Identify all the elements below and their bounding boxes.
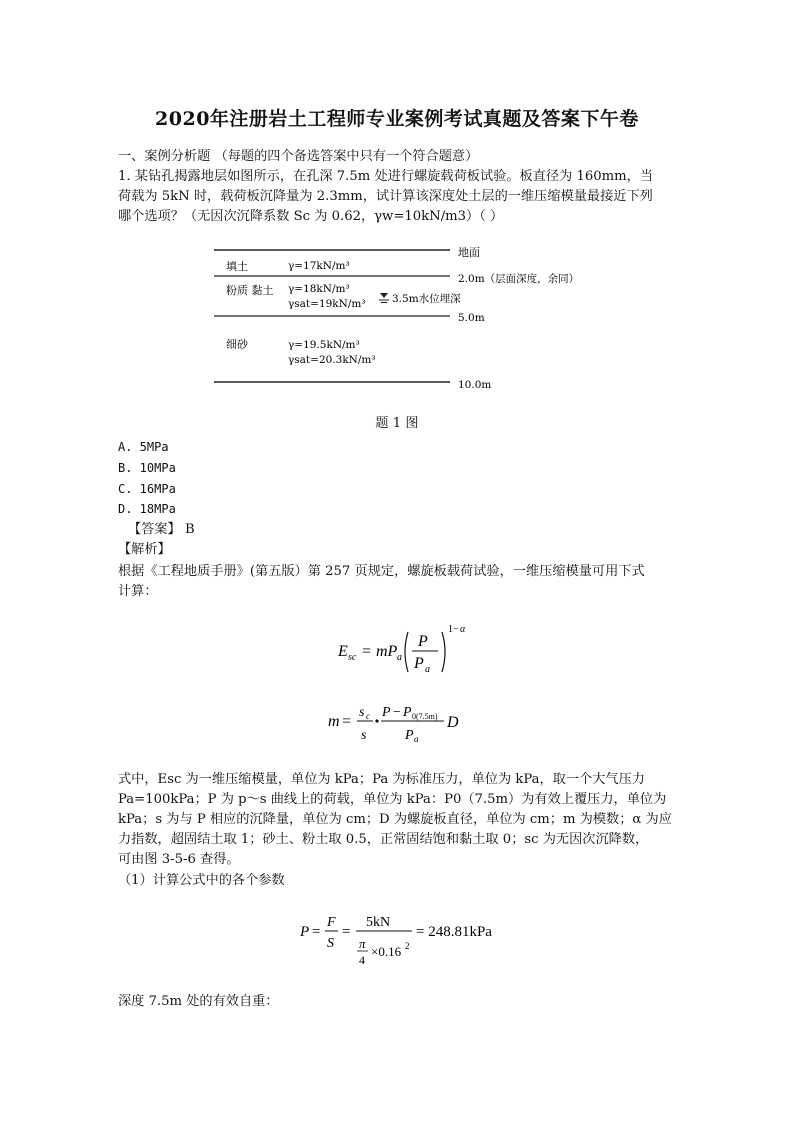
svg-text:−: − bbox=[393, 705, 401, 720]
svg-text:s: s bbox=[359, 705, 365, 720]
svg-text:4: 4 bbox=[359, 953, 365, 967]
analysis-line-2: 计算： bbox=[118, 584, 158, 599]
water-table-icon bbox=[379, 293, 389, 303]
svg-text:P: P bbox=[403, 705, 412, 720]
final-line: 深度 7.5m 处的有效自重： bbox=[118, 994, 279, 1009]
svg-text:=: = bbox=[342, 713, 352, 730]
analysis-heading: 【解析】 bbox=[118, 542, 171, 557]
formula-p bbox=[298, 906, 508, 972]
svg-text:D: D bbox=[447, 714, 459, 731]
svg-text:P: P bbox=[405, 728, 414, 743]
svg-text:a: a bbox=[425, 664, 430, 675]
svg-text:E: E bbox=[338, 643, 348, 660]
svg-text:a: a bbox=[414, 734, 419, 744]
svg-text:×0.16: ×0.16 bbox=[371, 944, 402, 959]
svg-text:P: P bbox=[300, 924, 310, 940]
question-line-2: 荷载为 5kN 时，载荷板沉降量为 2.3mm，试计算该深度处土层的一维压缩模量最接近下列 bbox=[118, 189, 653, 204]
option-c: C. 16MPa bbox=[118, 482, 176, 496]
explain-line-4: 力指数，超固结土取 1；砂土、粉土取 0.5，正常固结饱和黏土取 0；sc 为无因次沉降数， bbox=[118, 832, 649, 847]
layer1-name: 填土 bbox=[226, 260, 248, 273]
svg-text:P: P bbox=[414, 655, 424, 672]
question-line-1: 1. 某钻孔揭露地层如图所示，在孔深 7.5m 处进行螺旋载荷板试验。板直径为 160mm，当 bbox=[118, 169, 654, 184]
svg-text:sc: sc bbox=[348, 652, 357, 663]
svg-text:m: m bbox=[328, 713, 340, 730]
layer3-gamma: γ=19.5kN/m³ bbox=[288, 339, 360, 351]
svg-text:1−: 1− bbox=[448, 624, 459, 635]
svg-text:π: π bbox=[359, 936, 366, 951]
stratigraphy-figure bbox=[210, 242, 590, 392]
layer1-gamma: γ=17kN/m³ bbox=[288, 260, 350, 272]
formula-m bbox=[326, 696, 476, 754]
svg-text:a: a bbox=[397, 652, 402, 663]
option-d: D. 18MPa bbox=[118, 502, 176, 516]
section-heading: 一、案例分析题 （每题的四个备选答案中只有一个符合题意） bbox=[118, 149, 479, 164]
question-line-3: 哪个选项？（无因次沉降系数 Sc 为 0.62，γw=10kN/m3）（ ） bbox=[118, 209, 504, 224]
svg-text:F: F bbox=[327, 915, 336, 930]
svg-text:mP: mP bbox=[376, 643, 398, 660]
depth-5m-label: 5.0m bbox=[458, 312, 485, 324]
layer2-name: 粉质 黏土 bbox=[226, 284, 274, 297]
option-b: B. 10MPa bbox=[118, 461, 176, 475]
explain-line-2: Pa=100kPa；P 为 p～s 曲线上的荷载，单位为 kPa：P0（7.5m）为有效上覆压力，单位为 bbox=[118, 792, 667, 807]
explain-line-1: 式中，Esc 为一维压缩模量，单位为 kPa；Pa 为标准压力，单位为 kPa，取一个大气压力 bbox=[118, 772, 645, 787]
water-table-label: 3.5m水位埋深 bbox=[392, 293, 461, 305]
option-a: A. 5MPa bbox=[118, 440, 169, 454]
surface-label: 地面 bbox=[458, 246, 480, 259]
svg-text:P: P bbox=[418, 633, 428, 650]
layer2-gamma: γ=18kN/m³ bbox=[288, 283, 350, 295]
svg-text:s: s bbox=[361, 728, 367, 743]
formula-esc bbox=[336, 618, 476, 680]
page-title: 2020年注册岩土工程师专业案例考试真题及答案下午卷 bbox=[155, 108, 639, 130]
svg-text:=: = bbox=[362, 643, 372, 660]
svg-text:=: = bbox=[312, 924, 321, 940]
figure-caption: 题 1 图 bbox=[375, 416, 419, 431]
analysis-line-1: 根据《工程地质手册》(第五版）第 257 页规定，螺旋板载荷试验，一维压缩模量可用下式 bbox=[118, 564, 645, 579]
layer3-name: 细砂 bbox=[226, 338, 248, 351]
depth-2m-label: 2.0m（层面深度，余同） bbox=[458, 273, 580, 285]
explain-line-5: 可由图 3-5-6 查得。 bbox=[118, 852, 240, 867]
svg-text:S: S bbox=[327, 936, 334, 951]
svg-text:2: 2 bbox=[405, 941, 410, 951]
svg-text:0(7.5m): 0(7.5m) bbox=[412, 712, 438, 721]
svg-text:α: α bbox=[460, 624, 466, 635]
explain-line-3: kPa；s 为与 P 相应的沉降量，单位为 cm；D 为螺旋板直径，单位为 cm；m 为模数；α 为应 bbox=[118, 812, 672, 827]
step1-heading: （1）计算公式中的各个参数 bbox=[118, 873, 285, 888]
layer3-gamma-sat: γsat=20.3kN/m³ bbox=[288, 354, 376, 366]
svg-text:=: = bbox=[342, 924, 351, 940]
depth-10m-label: 10.0m bbox=[458, 379, 492, 391]
layer2-gamma-sat: γsat=19kN/m³ bbox=[288, 298, 366, 310]
svg-text:5kN: 5kN bbox=[366, 915, 391, 930]
svg-text:P: P bbox=[382, 705, 391, 720]
formula-p-result: = 248.81kPa bbox=[416, 924, 492, 940]
svg-text:c: c bbox=[366, 711, 370, 721]
answer-line: 【答案】 B bbox=[128, 522, 195, 537]
